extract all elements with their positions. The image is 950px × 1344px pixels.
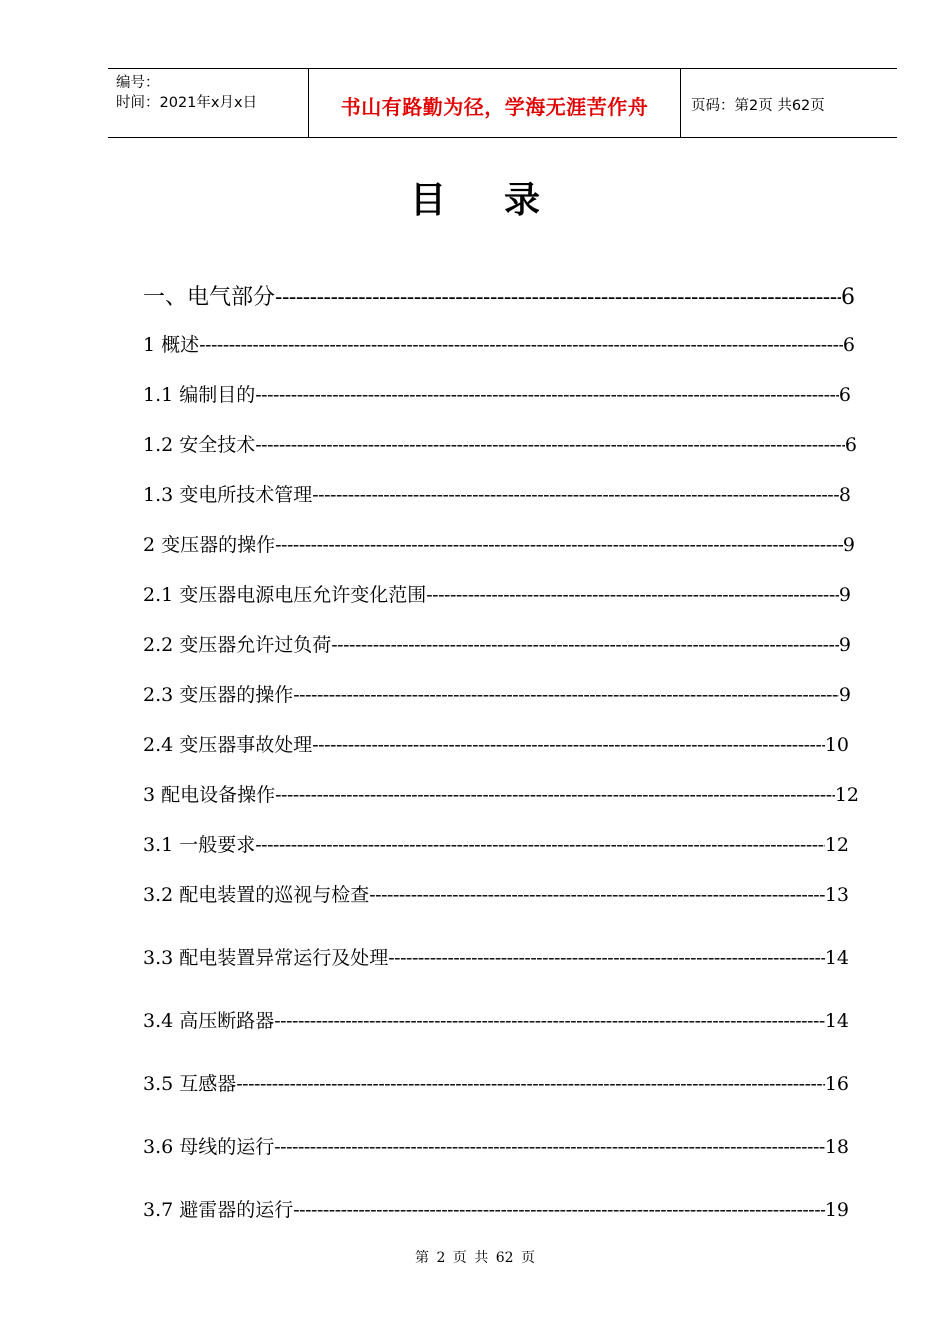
toc-entry-label: 一、电气部分 bbox=[143, 285, 276, 310]
header-right-cell bbox=[681, 69, 897, 137]
toc-leader bbox=[255, 434, 845, 456]
toc-entry-label: 1.1 编制目的 bbox=[143, 384, 256, 406]
toc-entry-page: 9 bbox=[842, 534, 855, 556]
toc-entry-label: 2.3 变压器的操作 bbox=[143, 684, 294, 706]
number-label: 编号： bbox=[116, 75, 160, 91]
toc-entry-page: 13 bbox=[824, 884, 849, 906]
page-title: 目录 bbox=[409, 180, 598, 221]
toc-entry-label: 2.2 变压器允许过负荷 bbox=[143, 634, 332, 656]
toc-entry-label: 3.7 避雷器的运行 bbox=[143, 1199, 294, 1221]
toc-leader bbox=[312, 484, 839, 506]
toc-entry-label: 3.2 配电装置的巡视与检查 bbox=[143, 884, 370, 906]
toc-entry-label: 3.5 互感器 bbox=[143, 1073, 237, 1095]
toc-entry-page: 14 bbox=[824, 1010, 849, 1032]
toc-entry-label: 3.6 母线的运行 bbox=[143, 1136, 275, 1158]
toc-leader bbox=[293, 1199, 825, 1221]
toc-entry[interactable] bbox=[143, 943, 849, 969]
toc-leader bbox=[275, 784, 835, 806]
toc-entry[interactable] bbox=[143, 380, 851, 406]
toc-leader bbox=[274, 1010, 825, 1032]
toc-entry-page: 6 bbox=[838, 384, 851, 406]
toc-entry[interactable] bbox=[143, 630, 851, 656]
toc-entry-page: 9 bbox=[838, 584, 851, 606]
toc-leader bbox=[255, 384, 839, 406]
page-footer: 第 2 页 共 62 页 bbox=[415, 1250, 535, 1266]
toc-entry-page: 6 bbox=[841, 285, 855, 310]
toc-entry-page: 19 bbox=[824, 1199, 849, 1221]
toc-entry[interactable] bbox=[143, 880, 849, 906]
toc-entry-label: 3 配电设备操作 bbox=[143, 784, 276, 806]
toc-entry-label: 1.3 变电所技术管理 bbox=[143, 484, 313, 506]
toc-entry[interactable] bbox=[143, 1006, 849, 1032]
toc-entry-label: 2.1 变压器电源电压允许变化范围 bbox=[143, 584, 427, 606]
toc-leader bbox=[199, 334, 843, 356]
toc-entry-label: 2.4 变压器事故处理 bbox=[143, 734, 313, 756]
toc-entry-page: 12 bbox=[834, 784, 859, 806]
page-info: 页码：第2页 共62页 bbox=[691, 98, 825, 114]
toc-entry[interactable] bbox=[143, 580, 851, 606]
toc-entry-page: 6 bbox=[842, 334, 855, 356]
toc-entry-page: 9 bbox=[838, 684, 851, 706]
toc-entry-page: 12 bbox=[824, 834, 849, 856]
toc-entry[interactable] bbox=[143, 280, 855, 310]
toc-entry[interactable] bbox=[143, 530, 855, 556]
toc-entry-page: 9 bbox=[838, 634, 851, 656]
toc-leader bbox=[236, 1073, 825, 1095]
toc-entry[interactable] bbox=[143, 730, 849, 756]
toc-entry-label: 3.4 高压断路器 bbox=[143, 1010, 275, 1032]
toc-entry-label: 1 概述 bbox=[143, 334, 200, 356]
toc-entry[interactable] bbox=[143, 480, 851, 506]
toc-leader bbox=[426, 584, 839, 606]
toc-entry-page: 6 bbox=[844, 434, 857, 456]
toc-entry[interactable] bbox=[143, 830, 849, 856]
header-left-cell bbox=[108, 69, 309, 137]
toc-leader bbox=[274, 1136, 825, 1158]
toc-leader bbox=[255, 834, 825, 856]
toc-entry-page: 10 bbox=[824, 734, 849, 756]
toc-entry[interactable] bbox=[143, 1069, 849, 1095]
toc-entry-label: 3.3 配电装置异常运行及处理 bbox=[143, 947, 389, 969]
toc-entry[interactable] bbox=[143, 430, 857, 456]
toc-leader bbox=[331, 634, 839, 656]
toc-entry[interactable] bbox=[143, 780, 859, 806]
time-label: 时间：2021年x月x日 bbox=[116, 95, 258, 111]
toc-leader bbox=[275, 534, 843, 556]
toc-leader bbox=[312, 734, 825, 756]
toc-leader bbox=[275, 285, 841, 310]
toc-entry-label: 3.1 一般要求 bbox=[143, 834, 256, 856]
toc-entry-label: 1.2 安全技术 bbox=[143, 434, 256, 456]
toc-entry-label: 2 变压器的操作 bbox=[143, 534, 276, 556]
toc-leader bbox=[388, 947, 825, 969]
header-middle-cell bbox=[309, 69, 681, 137]
toc-leader bbox=[369, 884, 825, 906]
page-header bbox=[108, 68, 897, 138]
toc-entry[interactable] bbox=[143, 1195, 849, 1221]
toc-entry[interactable] bbox=[143, 680, 851, 706]
toc-entry-page: 16 bbox=[824, 1073, 849, 1095]
toc-entry-page: 14 bbox=[824, 947, 849, 969]
toc-entry-page: 8 bbox=[838, 484, 851, 506]
toc-entry[interactable] bbox=[143, 330, 855, 356]
toc-entry[interactable] bbox=[143, 1132, 849, 1158]
toc-entry-page: 18 bbox=[824, 1136, 849, 1158]
toc-leader bbox=[293, 684, 839, 706]
motto-text: 书山有路勤为径，学海无涯苦作舟 bbox=[340, 95, 649, 119]
